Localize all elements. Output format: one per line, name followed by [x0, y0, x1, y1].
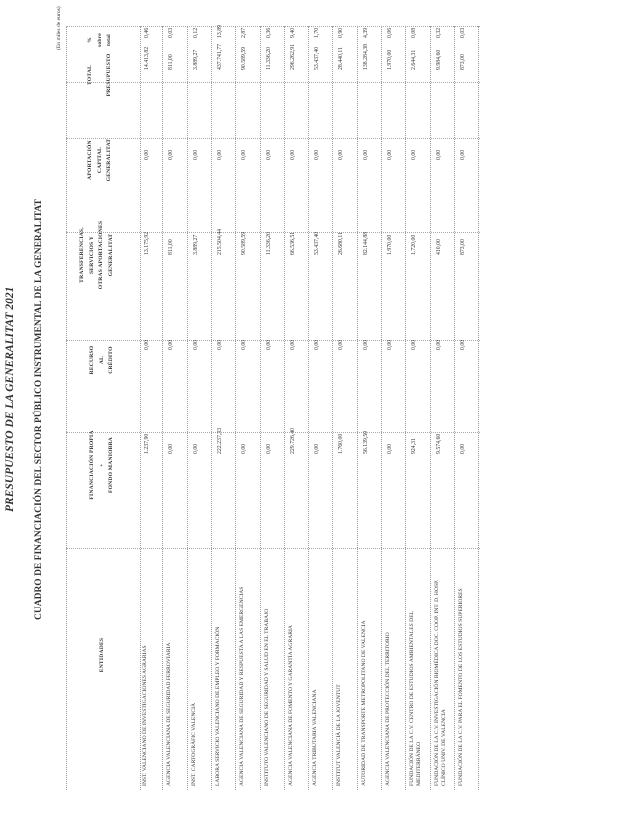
- header-aportacion: [86, 120, 115, 200]
- table-cell-total: 2.644,31: [411, 49, 418, 70]
- grid-line: [140, 26, 141, 790]
- table-cell-financiacion: 0,00: [459, 443, 466, 454]
- header-line: RECURSO: [89, 345, 95, 375]
- table-cell-transferencias: 1.970,00: [387, 234, 393, 255]
- table-cell-total: 28.440,11: [338, 47, 345, 70]
- table-cell-aportacion: 0,00: [168, 149, 175, 160]
- table-cell-total: 296.262,91: [289, 43, 296, 70]
- table-row-entidad: FUNDACIÓN DE LA C.V. INVESTIGACIÓN BIOMÉDICA DOC. COOP. INT. D. HOSP. CLÍNICO UNIV. DE VALENCIA: [433, 580, 447, 786]
- table-cell-recurso: 0,00: [192, 339, 199, 350]
- grid-line: [357, 26, 358, 790]
- table-cell-transferencias: 215.504,44: [216, 228, 223, 255]
- table-cell-aportacion: 0,00: [459, 149, 466, 160]
- table-cell-pct: 0,08: [411, 27, 418, 38]
- table-cell-total: 811,00: [168, 54, 175, 70]
- table-cell-recurso: 0,00: [387, 339, 393, 350]
- table-cell-aportacion: 0,00: [144, 149, 150, 160]
- table-cell-transferencias: 811,00: [168, 239, 175, 255]
- table-cell-total: 437.741,77: [216, 43, 223, 70]
- grid-line: [162, 26, 163, 790]
- header-line: FINANCIACIÓN PROPIA: [89, 430, 95, 500]
- table-cell-recurso: 0,00: [289, 339, 296, 350]
- table-cell-recurso: 0,00: [216, 339, 223, 350]
- grid-line: [260, 26, 261, 790]
- table-row-entidad: INSTITUTO VALENCIANO DE SEGURIDAD Y SALUD EN EL TRABAJO: [263, 608, 270, 786]
- table-cell-financiacion: 222.237,33: [216, 427, 223, 454]
- table-cell-total: 138.284,38: [362, 43, 369, 70]
- table-cell-transferencias: 11.336,20: [265, 232, 272, 255]
- grid-line: [430, 26, 431, 790]
- table-cell-financiacion: 9.574,60: [435, 433, 442, 454]
- table-cell-pct: 2,87: [241, 27, 248, 38]
- table-row-entidad: AGENCIA VALENCIANA DE PROTECCIÓN DEL TERRITORIO: [385, 632, 391, 786]
- table-cell-recurso: 0,00: [435, 339, 442, 350]
- table-cell-recurso: 0,00: [411, 339, 418, 350]
- table-cell-transferencias: 90.589,59: [241, 231, 248, 255]
- header-transferencias: [78, 210, 116, 300]
- header-line: CAPITAL: [96, 146, 103, 174]
- table-row-entidad: INST. VALENCIANO DE INVESTIGACIONES AGRARIAS: [142, 645, 148, 786]
- table-cell-aportacion: 0,00: [314, 149, 321, 160]
- table-cell-total: 11.336,20: [265, 47, 272, 70]
- grid-line: [405, 26, 406, 790]
- table-row-entidad: FUNDACIÓN DE LA C.V. PARA EL FOMENTO DE LOS ESTUDIOS SUPERIORES: [457, 588, 464, 786]
- table-cell-aportacion: 0,00: [338, 149, 345, 160]
- table-cell-total: 3.889,27: [192, 49, 199, 70]
- table-subtitle: CUADRO DE FINANCIACIÓN DEL SECTOR PÚBLICO INSTRUMENTAL DE LA GENERALITAT: [34, 199, 44, 620]
- table-row-entidad: AGENCIA VALENCIANA DE FOMENTO Y GARANTÍA AGRARIA: [287, 625, 294, 786]
- header-recurso: [88, 330, 117, 390]
- header-line: +: [98, 463, 105, 467]
- header-line: CRÉDITO: [108, 346, 114, 374]
- table-row-entidad: AGENCIA TRIBUTARIA VALENCIANA: [312, 689, 319, 786]
- table-cell-transferencias: 53.437,40: [314, 231, 321, 255]
- header-line: total: [106, 34, 112, 46]
- table-cell-financiacion: 229.726,40: [289, 427, 296, 454]
- table-cell-financiacion: 0,00: [192, 443, 199, 454]
- table-cell-recurso: 0,00: [314, 339, 321, 350]
- header-line: GENERALITAT: [107, 233, 114, 277]
- table-cell-financiacion: 0,00: [265, 443, 272, 454]
- header-line: TOTAL: [87, 64, 93, 86]
- table-cell-financiacion: 0,00: [314, 443, 321, 454]
- table-cell-transferencias: 66.536,51: [289, 231, 296, 255]
- grid-line: [66, 138, 480, 139]
- table-cell-total: 53.437,40: [314, 46, 321, 70]
- table-cell-pct: 0,32: [435, 27, 442, 38]
- table-cell-recurso: 0,00: [362, 339, 369, 350]
- table-cell-financiacion: 56.139,50: [362, 430, 369, 454]
- grid-line: [284, 26, 285, 790]
- table-cell-pct: 0,03: [168, 27, 175, 38]
- grid-line: [66, 340, 480, 341]
- header-line: SERVICIOS Y: [88, 236, 95, 275]
- table-cell-financiacion: 1.760,00: [338, 433, 345, 454]
- grid-line: [66, 432, 480, 433]
- table-cell-pct: 0,06: [387, 27, 393, 38]
- header-entidades: ENTIDADES: [99, 637, 105, 673]
- header-line: AL: [98, 355, 105, 365]
- table-row-entidad: AGENCIA VALENCIANA DE SEGURIDAD FERROVIARIA: [166, 642, 173, 786]
- table-cell-pct: 9,40: [289, 27, 296, 38]
- header-line: PRESUPUESTO: [106, 53, 112, 97]
- table-row-entidad: INST. CARTOGRÀFIC VALENCIÀ: [190, 702, 197, 786]
- table-cell-transferencias: 13.175,92: [144, 231, 150, 255]
- grid-line: [66, 26, 480, 27]
- header-line: FONDO MANIOBRA: [108, 436, 114, 494]
- header-line: GENERALITAT: [106, 138, 112, 182]
- table-cell-total: 90.589,59: [241, 46, 248, 70]
- header-line: sobre: [96, 33, 103, 47]
- table-cell-total: 873,00: [459, 54, 466, 70]
- page-title: PRESUPUESTO DE LA GENERALITAT 2021: [4, 286, 16, 512]
- table-cell-aportacion: 0,00: [435, 149, 442, 160]
- grid-line: [66, 548, 480, 549]
- grid-line: [66, 232, 480, 233]
- grid-line: [478, 26, 479, 790]
- table-row-entidad: LABORA SERVICIO VALENCIANO DE EMPLEO Y FORMACIÓN: [214, 626, 221, 786]
- header-pct: [86, 25, 115, 55]
- table-cell-recurso: 0,00: [338, 339, 345, 350]
- header-line: TRANSFERENCIAS,: [79, 227, 85, 283]
- table-cell-aportacion: 0,00: [192, 149, 199, 160]
- table-cell-aportacion: 0,00: [216, 149, 223, 160]
- table-cell-pct: 1,70: [314, 27, 321, 38]
- table-cell-aportacion: 0,00: [241, 149, 248, 160]
- table-cell-transferencias: 410,00: [435, 239, 442, 255]
- table-cell-total: 9.984,60: [435, 49, 442, 70]
- table-cell-transferencias: 82.144,88: [362, 231, 369, 255]
- grid-line: [66, 82, 480, 83]
- grid-line: [211, 26, 212, 790]
- grid-line: [187, 26, 188, 790]
- table-cell-pct: 0,90: [338, 27, 345, 38]
- table-cell-aportacion: 0,00: [289, 149, 296, 160]
- header-line: %: [87, 37, 93, 43]
- header-financiacion: [88, 425, 117, 505]
- grid-line: [381, 26, 382, 790]
- table-cell-pct: 0,46: [144, 27, 150, 38]
- table-cell-transferencias: 26.680,11: [338, 232, 345, 255]
- grid-line: [454, 26, 455, 790]
- header-line: APORTACIÓN: [87, 140, 93, 180]
- table-cell-financiacion: 0,00: [241, 443, 248, 454]
- table-cell-financiacion: 1.237,90: [144, 433, 150, 454]
- table-cell-transferencias: 3.889,27: [192, 234, 199, 255]
- table-row-entidad: AUTORIDAD DE TRANSPORTE METROPOLITANO DE VALENCIA: [360, 620, 367, 786]
- table-cell-recurso: 0,00: [459, 339, 466, 350]
- table-cell-total: 14.413,82: [144, 46, 150, 70]
- table-cell-transferencias: 1.720,00: [411, 234, 418, 255]
- grid-line: [308, 26, 309, 790]
- table-cell-aportacion: 0,00: [265, 149, 272, 160]
- table-row-entidad: FUNDACIÓN DE LA C.V. CENTRO DE ESTUDIOS AMBIENTALES DEL MEDITERRÁNEO: [409, 611, 423, 786]
- table-cell-transferencias: 873,00: [459, 239, 466, 255]
- table-cell-total: 1.970,00: [387, 49, 393, 70]
- grid-line: [66, 26, 67, 790]
- table-cell-pct: 0,36: [265, 27, 272, 38]
- table-cell-recurso: 0,00: [241, 339, 248, 350]
- units-note: (En miles de euros): [56, 6, 62, 50]
- table-cell-recurso: 0,00: [265, 339, 272, 350]
- table-cell-financiacion: 0,00: [168, 443, 175, 454]
- table-row-entidad: AGENCIA VALENCIANA DE SEGURIDAD Y RESPUESTA A LAS EMERGENCIAS: [239, 586, 246, 786]
- header-line: OTRAS APORTACIONES: [98, 220, 104, 290]
- grid-line: [332, 26, 333, 790]
- table-cell-aportacion: 0,00: [362, 149, 369, 160]
- table-cell-recurso: 0,00: [168, 339, 175, 350]
- table-cell-pct: 0,03: [459, 27, 466, 38]
- table-cell-pct: 4,39: [362, 27, 369, 38]
- table-cell-pct: 0,12: [192, 27, 199, 38]
- table-row-entidad: INSTITUT VALENCIÀ DE LA JOVENTUT: [336, 684, 343, 786]
- table-cell-aportacion: 0,00: [387, 149, 393, 160]
- table-cell-financiacion: 0,00: [387, 443, 393, 454]
- grid-line: [235, 26, 236, 790]
- table-cell-financiacion: 924,31: [411, 438, 418, 454]
- table-cell-recurso: 0,00: [144, 339, 150, 350]
- table-cell-pct: 13,89: [216, 24, 223, 38]
- table-cell-aportacion: 0,00: [411, 149, 418, 160]
